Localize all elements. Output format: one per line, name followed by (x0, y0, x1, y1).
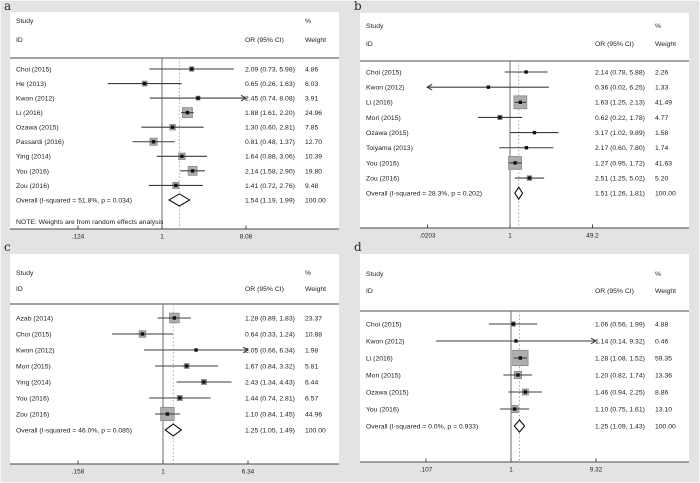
header-weight: Weight (655, 288, 677, 295)
study-weight: 2.26 (655, 69, 669, 77)
study-id: Kwon (2012) (366, 84, 405, 92)
study-id: You (2016) (16, 168, 50, 176)
study-or-ci: 1.63 (1.25, 2.13) (595, 99, 645, 107)
study-weight: 6.03 (305, 80, 319, 88)
header-weight: Weight (655, 41, 677, 48)
study-or-ci: 1.10 (0.75, 1.61) (595, 406, 645, 414)
study-weight: 13.36 (655, 372, 673, 380)
study-id: Zou (2016) (366, 175, 400, 183)
x-axis-tick-label: 1 (509, 466, 513, 474)
study-or-ci: 2.51 (1.25, 5.02) (595, 175, 645, 183)
study-or-ci: 1.30 (0.60, 2.81) (245, 124, 295, 132)
overall-weight: 100.00 (305, 427, 326, 435)
study-id: You (2016) (16, 395, 50, 403)
study-id: Mori (2015) (366, 372, 401, 380)
header-percent: % (305, 270, 312, 277)
study-weight: 23.37 (305, 315, 323, 323)
study-or-ci: 0.36 (0.02, 6.25) (595, 84, 645, 92)
study-or-ci: 0.81 (0.48, 1.37) (245, 139, 295, 147)
study-weight: 8.86 (655, 389, 669, 397)
study-id: You (2016) (366, 160, 400, 168)
overall-label: Overall (I-squared = 51.8%, p = 0.034) (16, 197, 132, 205)
study-id: Ozawa (2015) (366, 389, 409, 397)
point-estimate-marker (513, 161, 516, 164)
study-or-ci: 2.14 (1.58, 2.90) (245, 168, 295, 176)
header-percent: % (305, 18, 312, 25)
point-estimate-marker (533, 131, 536, 134)
header-id: ID (16, 286, 23, 293)
study-or-ci: 1.20 (0.82, 1.74) (595, 372, 645, 380)
study-weight: 1.58 (655, 130, 669, 137)
study-or-ci: 0.65 (0.26, 1.63) (245, 80, 295, 88)
study-weight: 41.63 (655, 160, 673, 168)
study-weight: 6.57 (305, 395, 319, 403)
panel-a-forest-plot (0, 0, 350, 241)
overall-label: Overall (I-squared = 46.0%, p = 0.085) (16, 427, 132, 435)
point-estimate-marker (178, 396, 181, 399)
study-or-ci: 2.43 (1.34, 4.43) (245, 379, 295, 387)
x-axis-tick-label: .0203 (419, 232, 436, 240)
study-weight: 12.70 (305, 139, 323, 147)
study-id: Kwon (2012) (16, 347, 55, 355)
header-or-ci: OR (95% CI) (245, 37, 284, 44)
point-estimate-marker (143, 82, 146, 85)
study-id: Azab (2014) (16, 315, 54, 323)
header-id: ID (16, 37, 23, 44)
study-weight: 9.48 (305, 182, 319, 190)
study-weight: 5.81 (305, 363, 319, 371)
point-estimate-marker (519, 101, 522, 104)
overall-or-ci: 1.51 (1.26, 1.81) (595, 190, 645, 198)
point-estimate-marker (141, 332, 144, 335)
point-estimate-marker (180, 155, 183, 158)
study-weight: 44.96 (305, 411, 323, 419)
study-or-ci: 1.88 (1.61, 2.20) (245, 110, 295, 118)
study-weight: 10.39 (305, 153, 323, 161)
panel-c-forest-plot (0, 241, 350, 483)
study-or-ci: 3.17 (1.02, 9.89) (595, 130, 645, 137)
study-id: Ozawa (2015) (16, 124, 59, 132)
x-axis-tick-label: .124 (71, 233, 85, 241)
study-weight: 5.20 (655, 175, 669, 183)
study-id: Mori (2015) (16, 363, 51, 371)
overall-or-ci: 1.25 (1.05, 1.49) (245, 427, 295, 435)
overall-weight: 100.00 (655, 423, 676, 431)
study-or-ci: 2.05 (0.66, 6.34) (245, 347, 295, 355)
overall-or-ci: 1.54 (1.19, 1.99) (245, 197, 295, 205)
x-axis-tick-label: .107 (419, 466, 433, 474)
study-weight: 6.44 (305, 379, 319, 387)
point-estimate-marker (191, 169, 194, 172)
panel-b-label: b (354, 0, 362, 13)
study-id: Ozawa (2015) (366, 130, 409, 137)
point-estimate-marker (487, 85, 490, 88)
study-id: Kwon (2012) (366, 338, 405, 346)
study-id: Passardi (2016) (16, 139, 64, 147)
point-estimate-marker (524, 70, 527, 73)
study-or-ci: 1.27 (0.95, 1.72) (595, 160, 645, 168)
point-estimate-marker (174, 184, 177, 187)
study-weight: 41.49 (655, 99, 673, 107)
study-or-ci: 1.41 (0.72, 2.76) (245, 182, 295, 190)
point-estimate-marker (173, 316, 176, 319)
header-study: Study (366, 271, 384, 278)
point-estimate-marker (186, 111, 189, 114)
study-id: Li (2016) (16, 110, 43, 118)
header-weight: Weight (305, 37, 327, 44)
header-percent: % (655, 23, 662, 30)
study-id: Mori (2015) (366, 114, 401, 122)
study-weight: 10.88 (305, 331, 323, 339)
study-weight: 19.80 (305, 168, 323, 176)
header-or-ci: OR (95% CI) (595, 41, 634, 48)
study-or-ci: 0.62 (0.22, 1.78) (595, 114, 645, 122)
point-estimate-marker (185, 364, 188, 367)
study-id: Toiyama (2013) (366, 145, 413, 153)
study-weight: 4.86 (305, 66, 319, 74)
study-or-ci: 1.28 (0.89, 1.83) (245, 315, 295, 323)
x-axis-tick-label: 1 (160, 233, 164, 241)
header-study: Study (366, 23, 384, 30)
study-or-ci: 1.14 (0.14, 9.32) (595, 338, 645, 346)
header-or-ci: OR (95% CI) (245, 286, 284, 293)
study-or-ci: 1.10 (0.84, 1.45) (245, 411, 295, 419)
study-id: Li (2016) (366, 355, 393, 363)
study-or-ci: 1.64 (0.88, 3.06) (245, 153, 295, 161)
x-axis-tick-label: .158 (71, 468, 85, 476)
panel-c-label: c (4, 240, 11, 254)
study-or-ci: 2.17 (0.60, 7.80) (595, 145, 645, 153)
x-axis-tick-label: 1 (161, 468, 165, 476)
point-estimate-marker (516, 373, 519, 376)
study-or-ci: 1.67 (0.84, 3.32) (245, 363, 295, 371)
study-or-ci: 1.46 (0.94, 2.25) (595, 389, 645, 397)
x-axis-tick-label: 1 (508, 232, 512, 240)
study-id: You (2016) (366, 406, 400, 414)
header-study: Study (16, 270, 34, 277)
panel-b-forest-plot (350, 0, 700, 241)
overall-weight: 100.00 (655, 190, 676, 198)
study-or-ci: 1.06 (0.56, 1.99) (595, 321, 645, 329)
study-weight: 4.88 (655, 321, 669, 329)
overall-label: Overall (I-squared = 0.0%, p = 0.933) (366, 423, 479, 431)
study-or-ci: 2.14 (0.78, 5.88) (595, 69, 645, 77)
header-percent: % (655, 271, 662, 278)
study-weight: 1.33 (655, 84, 669, 92)
overall-weight: 100.00 (305, 197, 326, 205)
panel-c (0, 241, 350, 483)
x-axis-tick-label: 49.2 (586, 232, 599, 240)
study-or-ci: 2.09 (0.73, 5.98) (245, 66, 295, 74)
overall-or-ci: 1.25 (1.09, 1.43) (595, 423, 645, 431)
point-estimate-marker (202, 380, 205, 383)
study-or-ci: 1.28 (1.08, 1.52) (595, 355, 645, 363)
study-id: Ying (2014) (16, 379, 51, 387)
point-estimate-marker (514, 339, 517, 342)
point-estimate-marker (171, 126, 174, 129)
point-estimate-marker (196, 96, 199, 99)
point-estimate-marker (513, 407, 516, 410)
point-estimate-marker (528, 176, 531, 179)
point-estimate-marker (498, 116, 501, 119)
overall-label: Overall (I-squared = 28.3%, p = 0.202) (366, 190, 482, 198)
study-id: Kwon (2012) (16, 95, 55, 103)
panel-d (350, 241, 700, 483)
study-id: Zou (2016) (16, 182, 50, 190)
study-weight: 7.85 (305, 124, 319, 132)
study-id: Zou (2016) (16, 411, 50, 419)
study-weight: 24.96 (305, 110, 323, 118)
point-estimate-marker (152, 140, 155, 143)
study-weight: 59.35 (655, 355, 673, 363)
point-estimate-marker (512, 322, 515, 325)
x-axis-tick-label: 8.08 (239, 233, 253, 241)
panel-d-label: d (354, 240, 362, 254)
point-estimate-marker (166, 412, 169, 415)
study-id: Li (2016) (366, 99, 393, 107)
panel-a (0, 0, 350, 241)
panel-b (350, 0, 700, 241)
x-axis-tick-label: 9.32 (589, 466, 603, 474)
study-or-ci: 1.44 (0.74, 2.81) (245, 395, 295, 403)
study-id: Choi (2015) (16, 331, 52, 339)
panel-d-forest-plot (350, 241, 700, 483)
header-study: Study (16, 18, 34, 25)
study-weight: 1.74 (655, 145, 669, 153)
header-id: ID (366, 41, 373, 48)
study-id: Choi (2015) (366, 69, 402, 77)
study-weight: 3.91 (305, 95, 319, 103)
study-weight: 13.10 (655, 406, 673, 414)
panel-a-label: a (4, 0, 12, 13)
header-or-ci: OR (95% CI) (595, 288, 634, 295)
study-id: Choi (2015) (16, 66, 52, 74)
study-weight: 4.77 (655, 114, 669, 122)
point-estimate-marker (525, 146, 528, 149)
study-id: Choi (2015) (366, 321, 402, 329)
study-id: He (2013) (16, 80, 47, 88)
study-or-ci: 2.45 (0.74, 8.08) (245, 95, 295, 103)
point-estimate-marker (190, 67, 193, 70)
study-weight: 0.46 (655, 338, 669, 346)
point-estimate-marker (194, 348, 197, 351)
header-weight: Weight (305, 286, 327, 293)
point-estimate-marker (524, 390, 527, 393)
study-or-ci: 0.64 (0.33, 1.24) (245, 331, 295, 339)
study-weight: 1.98 (305, 347, 319, 355)
study-id: Ying (2014) (16, 153, 51, 161)
x-axis-tick-label: 6.34 (241, 468, 255, 476)
weights-note: NOTE: Weights are from random effects analysis (16, 219, 164, 226)
header-id: ID (366, 288, 373, 295)
point-estimate-marker (519, 356, 522, 359)
